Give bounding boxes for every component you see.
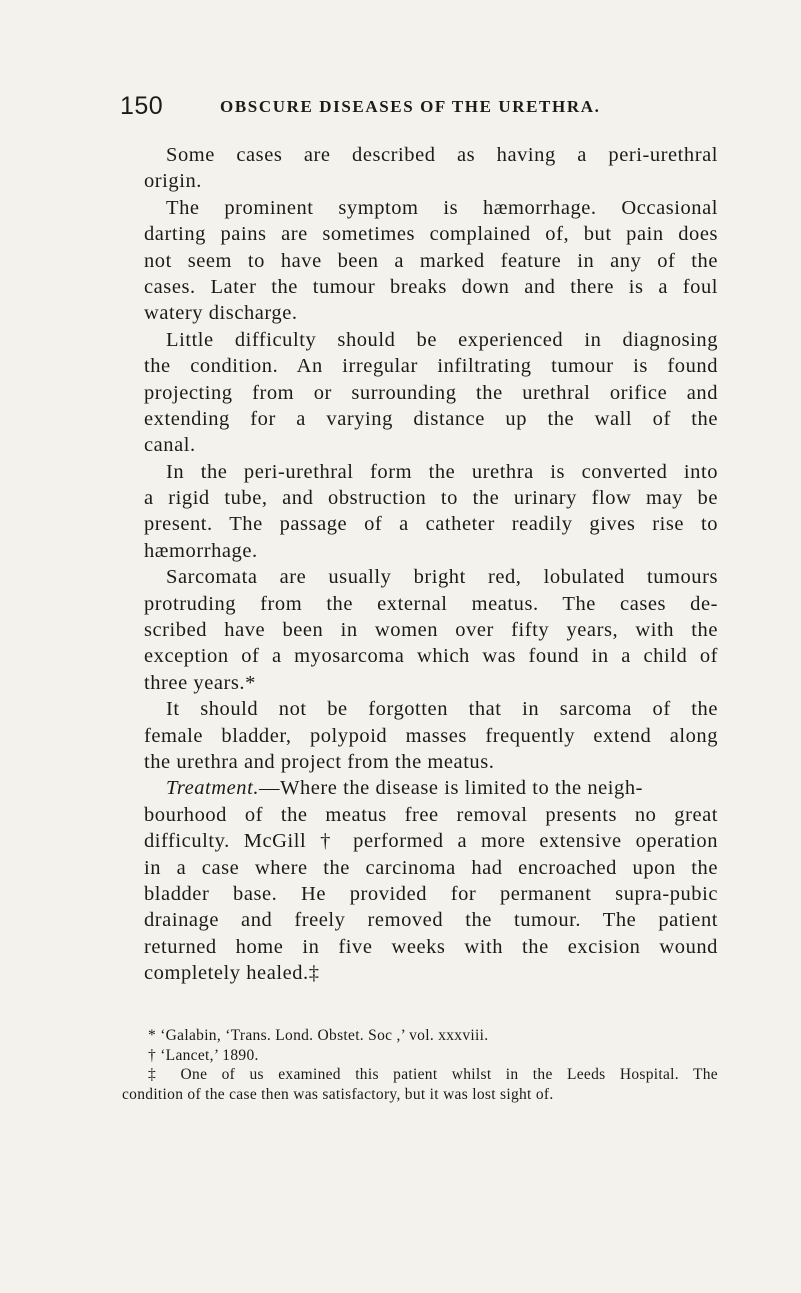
treatment-text: —Where the disease is limited to the neigh- [259,777,644,800]
text-line: Little difficulty should be experienced in diagnosing [166,328,718,351]
footnote: condition of the case then was satisfactory, but it was lost sight of. [122,1085,554,1103]
footnote: † ‘Lancet,’ 1890. [148,1046,259,1064]
text-line: protruding from the external meatus. The cases de- [144,592,718,615]
text-line: extending for a varying distance up the wall of the [144,407,718,430]
text-line: origin. [144,170,202,193]
text-line: not seem to have been a marked feature in any of the [144,249,718,272]
text-line: exception of a myosarcoma which was found in a child of [144,645,718,668]
text-line: returned home in five weeks with the excision wound [144,935,718,958]
footnote: * ‘Galabin, ‘Trans. Lond. Obstet. Soc ,’ vol. xxxviii. [148,1027,489,1044]
text-line: hæmorrhage. [144,539,258,562]
text-line: It should not be forgotten that in sarcoma of the [166,698,718,721]
treatment-heading: Treatment. [166,777,260,800]
text-line: difficulty. McGill † performed a more extensive operation [144,830,718,853]
text-line: cases. Later the tumour breaks down and there is a foul [144,275,718,298]
text-line: Some cases are described as having a peri-urethral [166,144,718,166]
text-line: In the peri-urethral form the urethra is converted into [166,460,718,483]
footnote: ‡ One of us examined this patient whilst in the Leeds Hospital. The [148,1066,718,1084]
text-line: projecting from or surrounding the urethral orifice and [144,381,718,404]
text-line: bladder base. He provided for permanent supra-pubic [144,882,718,905]
text-line: darting pains are sometimes complained of, but pain does [144,223,718,246]
text-line: the condition. An irregular infiltrating tumour is found [144,355,718,378]
footnotes [122,1026,718,1104]
text-line-treatment [144,775,718,801]
text-line: watery discharge. [144,302,298,325]
page-number: 150 [120,92,164,120]
text-line: three years.* [144,671,256,694]
text-line: Sarcomata are usually bright red, lobulated tumours [166,566,718,589]
text-line: bourhood of the meatus free removal presents no great [144,803,718,826]
text-line: in a case where the carcinoma had encroached upon the [144,856,718,879]
text-line: canal. [144,434,196,457]
body-text [144,142,718,987]
text-line: female bladder, polypoid masses frequently extend along [144,724,718,747]
running-title: OBSCURE DISEASES OF THE URETHRA. [220,97,601,116]
text-line: drainage and freely removed the tumour. The patient [144,909,718,932]
text-line: the urethra and project from the meatus. [144,750,495,773]
text-line: a rigid tube, and obstruction to the urinary flow may be [144,487,718,510]
text-line: scribed have been in women over fifty years, with the [144,619,718,642]
text-line: completely healed.‡ [144,962,320,985]
running-head [120,92,740,124]
text-line: The prominent symptom is hæmorrhage. Occasional [166,196,718,219]
text-line: present. The passage of a catheter readily gives rise to [144,513,718,536]
